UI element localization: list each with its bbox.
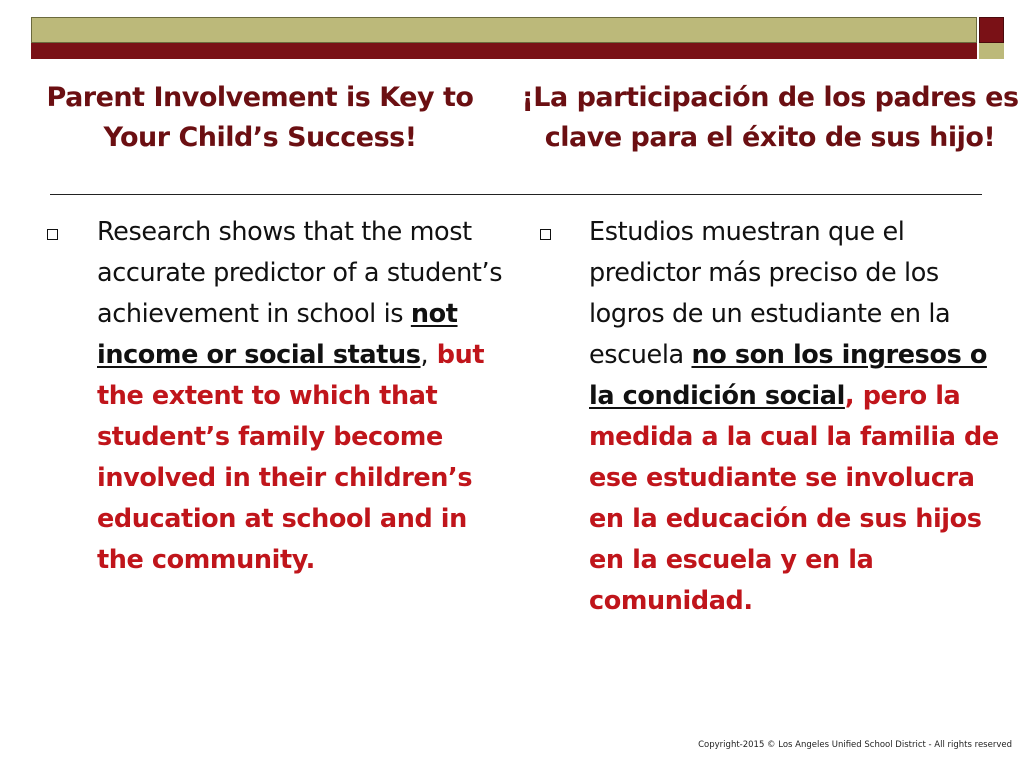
copyright-footer: Copyright-2015 © Los Angeles Unified School District - All rights reserved [698, 740, 1012, 750]
title-spanish: ¡La participación de los padres es clave para el éxito de sus hijo! [521, 82, 1019, 153]
square-bullet-icon [540, 229, 551, 240]
header-maroon-square [979, 17, 1004, 43]
spanish-comma: , [844, 381, 855, 411]
english-paragraph [97, 212, 507, 581]
square-bullet-icon [47, 229, 58, 240]
spanish-underlined-text: no son los ingresos o la condición social [589, 340, 987, 411]
header-maroon-bar [31, 43, 977, 59]
english-comma: , [420, 340, 429, 370]
header-olive-square [979, 43, 1004, 59]
spanish-paragraph [589, 212, 1004, 622]
english-underlined-text: not income or social status [97, 299, 458, 370]
spanish-highlight-text: pero la medida a la cual la familia de ese estudiante se involucra en la educación de sus hijos en la escuela y en la comunidad. [589, 381, 999, 616]
english-highlight-text: but the extent to which that student’s family become involved in their children’s education at school and in the community. [97, 340, 485, 575]
header-olive-bar [31, 17, 977, 43]
english-lead-text: Research shows that the most accurate predictor of a student’s achievement in school is [97, 217, 503, 329]
title-divider [50, 194, 982, 195]
title-english: Parent Involvement is Key to Your Child’s Success! [46, 82, 474, 153]
spanish-lead-text: Estudios muestran que el predictor más preciso de los logros de un estudiante en la escuela [589, 217, 951, 370]
